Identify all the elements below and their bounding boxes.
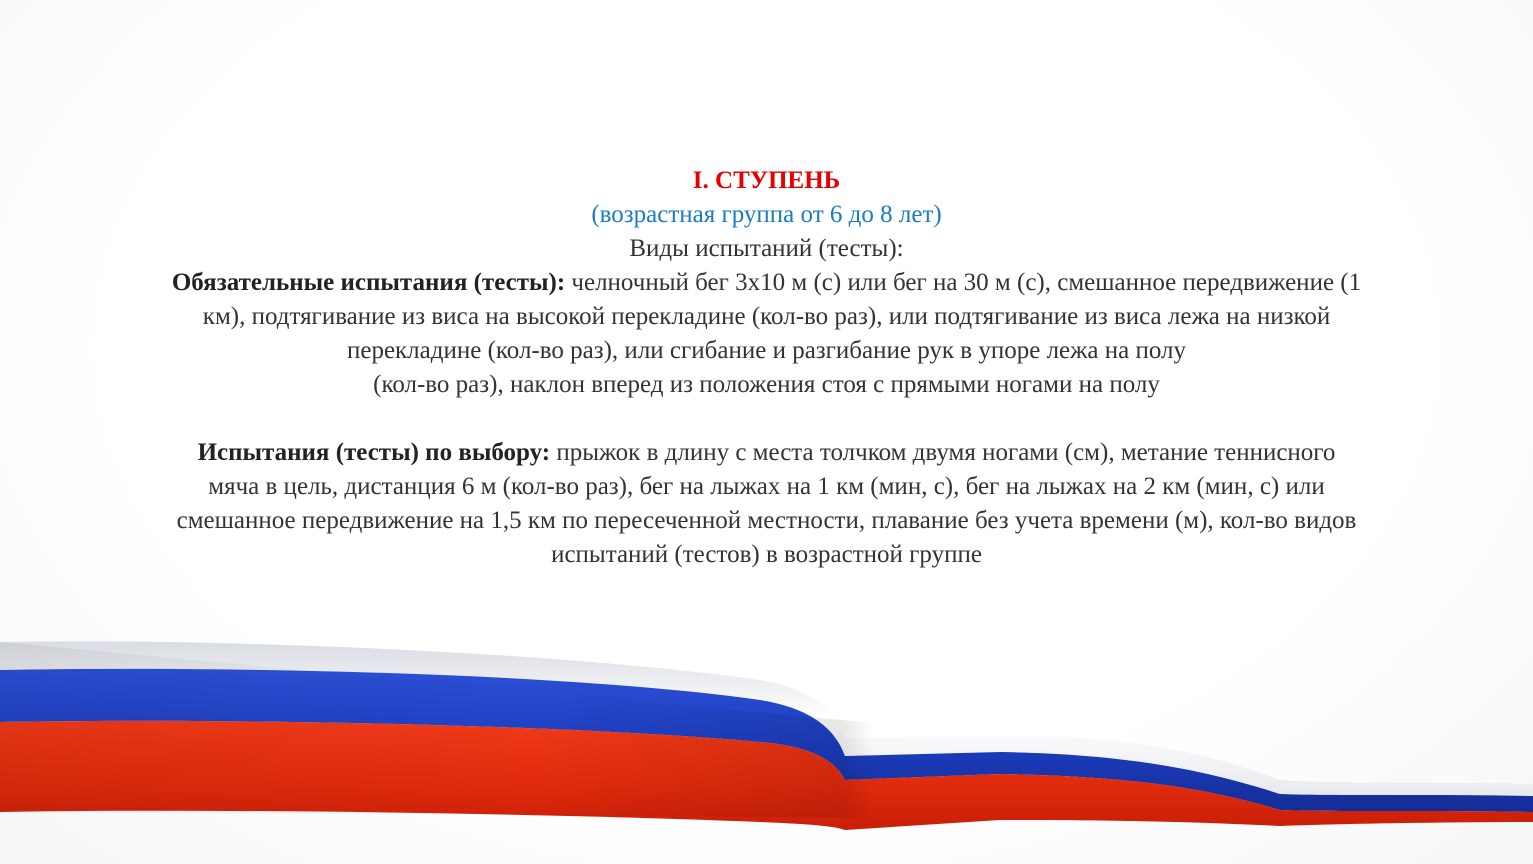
mandatory-line-2: км), подтягивание из виса на высокой перекладине (кол-во раз), или подтягивание из виса лежа на низкой — [202, 303, 1331, 330]
mandatory-tests-label: Обязательные испытания (тесты): — [171, 269, 566, 296]
optional-line-3: смешанное передвижение на 1,5 км по пересеченной местности, плавание без учета времени (м), кол-во видов — [176, 507, 1357, 534]
russian-flag-ribbon — [0, 600, 1533, 864]
slide-content — [80, 164, 1453, 572]
kinds-heading: Виды испытаний (тесты): — [629, 235, 904, 262]
slide-title: I. СТУПЕНЬ — [692, 167, 841, 194]
optional-line-4: испытаний (тестов) в возрастной группе — [551, 541, 982, 568]
age-group-subtitle: (возрастная группа от 6 до 8 лет) — [591, 201, 942, 228]
optional-line-2: мяча в цель, дистанция 6 м (кол-во раз), бег на лыжах на 1 км (мин, с), бег на лыжах на 2 км (мин, с) или — [208, 473, 1325, 500]
mandatory-text-1: челночный бег 3х10 м (с) или бег на 30 м (с), смешанное передвижение (1 — [565, 269, 1362, 296]
mandatory-line-3: перекладине (кол-во раз), или сгибание и разгибание рук в упоре лежа на полу — [346, 337, 1187, 364]
optional-tests-label: Испытания (тесты) по выбору: — [197, 439, 551, 466]
mandatory-line-4: (кол-во раз), наклон вперед из положения стоя с прямыми ногами на полу — [373, 371, 1160, 398]
mandatory-line-1 — [80, 266, 1453, 300]
optional-tests-block — [80, 436, 1453, 572]
optional-text-1: прыжок в длину с места толчком двумя ногами (см), метание теннисного — [550, 439, 1336, 466]
optional-line-1 — [80, 436, 1453, 470]
section-spacer — [80, 402, 1453, 436]
mandatory-tests-block — [80, 266, 1453, 402]
